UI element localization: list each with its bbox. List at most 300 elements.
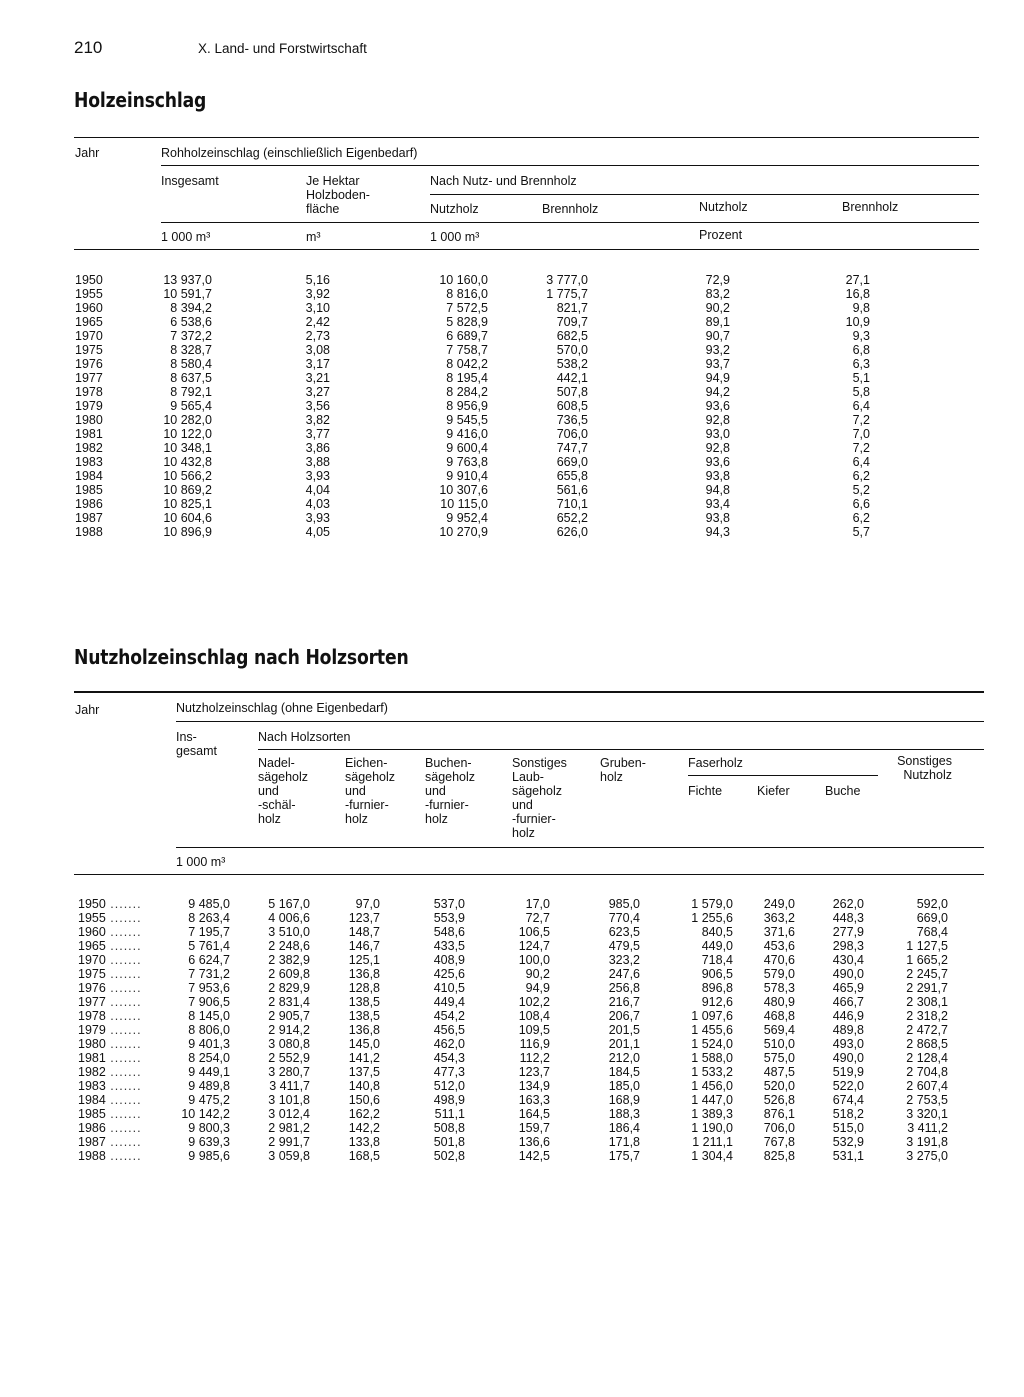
leader-dots: ....... bbox=[105, 1149, 142, 1163]
table1-insgesamt-cell: 10 591,7 bbox=[163, 287, 212, 301]
table2-fichte-cell: 840,5 bbox=[701, 925, 733, 939]
table2-sonstiges-nutz-cell: 669,0 bbox=[916, 911, 948, 925]
table2-header-nach: Nach Holzsorten bbox=[258, 730, 351, 744]
table1-year-cell: 1982 bbox=[75, 441, 103, 455]
table2-sonstiges-laub-cell: 164,5 bbox=[518, 1107, 550, 1121]
table2-kiefer-cell: 468,8 bbox=[763, 1009, 795, 1023]
table1-nutzholz-pct-column bbox=[680, 273, 730, 539]
table1-brennholz-cell: 709,7 bbox=[556, 315, 588, 329]
table1-header-nach: Nach Nutz- und Brennholz bbox=[430, 174, 577, 188]
leader-dots: ....... bbox=[105, 911, 142, 925]
table1-nutzholz-pct-cell: 93,7 bbox=[705, 357, 730, 371]
table2-nadel-cell: 3 411,7 bbox=[269, 1079, 310, 1093]
table2-eichen-cell: 146,7 bbox=[348, 939, 380, 953]
table2-year-cell-text: 1983 bbox=[78, 1079, 106, 1093]
table2-nadel-cell: 4 006,6 bbox=[268, 911, 310, 925]
table1-insgesamt-cell: 8 637,5 bbox=[170, 371, 212, 385]
leader-dots: ....... bbox=[105, 1037, 142, 1051]
table1-nutzholz-pct-cell: 89,1 bbox=[705, 315, 730, 329]
table1-brennholz-pct-cell: 6,4 bbox=[852, 399, 870, 413]
table1-year-cell: 1955 bbox=[75, 287, 103, 301]
leader-dots: ....... bbox=[105, 1023, 142, 1037]
table1-nutzholz-cell: 6 689,7 bbox=[446, 329, 488, 343]
table1-nutzholz-pct-cell: 83,2 bbox=[705, 287, 730, 301]
table1-nutzholz-cell: 10 115,0 bbox=[440, 497, 488, 511]
table2-group-rule bbox=[176, 721, 984, 722]
table1-brennholz-cell: 652,2 bbox=[556, 511, 588, 525]
leader-dots: ....... bbox=[105, 953, 142, 967]
table2-sonstiges-laub-column bbox=[500, 897, 550, 1163]
table2-gruben-cell: 206,7 bbox=[608, 1009, 640, 1023]
table2-header-kiefer: Kiefer bbox=[757, 784, 790, 798]
table2-sonstiges-laub-cell: 142,5 bbox=[518, 1149, 550, 1163]
table1-nutzholz-pct-cell: 93,4 bbox=[705, 497, 730, 511]
table1-brennholz-cell: 655,8 bbox=[556, 469, 588, 483]
table2-insgesamt-cell: 5 761,4 bbox=[188, 939, 230, 953]
table1-year-cell: 1980 bbox=[75, 413, 103, 427]
table1-nutzholz-cell: 9 910,4 bbox=[446, 469, 488, 483]
table2-eichen-cell: 137,5 bbox=[348, 1065, 380, 1079]
table2-nadel-cell: 2 552,9 bbox=[268, 1051, 310, 1065]
table2-buche-cell: 466,7 bbox=[832, 995, 864, 1009]
table1-brennholz-pct-cell: 5,8 bbox=[852, 385, 870, 399]
table2-year-cell-text: 1970 bbox=[78, 953, 106, 967]
table1-nutzholz-cell: 9 763,8 bbox=[446, 455, 488, 469]
table2-kiefer-cell: 569,4 bbox=[763, 1023, 795, 1037]
table2-nadel-cell: 2 914,2 bbox=[268, 1023, 310, 1037]
table2-gruben-cell: 216,7 bbox=[608, 995, 640, 1009]
table2-year-cell bbox=[78, 1037, 173, 1051]
table2-fichte-cell: 912,6 bbox=[701, 995, 733, 1009]
table1-header-brennholz-pct: Brennholz bbox=[842, 200, 899, 214]
leader-dots: ....... bbox=[105, 967, 142, 981]
table2-fichte-cell: 1 304,4 bbox=[691, 1149, 733, 1163]
table2-kiefer-cell: 706,0 bbox=[763, 1121, 795, 1135]
table2-gruben-cell: 168,9 bbox=[608, 1093, 640, 1107]
table2-fichte-cell: 1 524,0 bbox=[691, 1037, 733, 1051]
table2-year-cell-text: 1980 bbox=[78, 1037, 106, 1051]
leader-dots: ....... bbox=[105, 925, 142, 939]
table1-nutzholz-cell: 9 952,4 bbox=[446, 511, 488, 525]
table2-unit: 1 000 m³ bbox=[176, 855, 226, 869]
table1-brennholz-cell: 706,0 bbox=[556, 427, 588, 441]
table2-buche-cell: 515,0 bbox=[832, 1121, 864, 1135]
table2-sonstiges-laub-cell: 124,7 bbox=[518, 939, 550, 953]
table1-je-hektar-cell: 3,82 bbox=[305, 413, 330, 427]
table1-je-hektar-cell: 3,92 bbox=[305, 287, 330, 301]
table1-brennholz-pct-cell: 6,6 bbox=[852, 497, 870, 511]
table1-nutzholz-pct-cell: 93,6 bbox=[705, 455, 730, 469]
table1-nutzholz-cell: 5 828,9 bbox=[446, 315, 488, 329]
table2-sonstiges-nutz-cell: 2 868,5 bbox=[906, 1037, 948, 1051]
table1-nutzholz-pct-cell: 90,7 bbox=[705, 329, 730, 343]
table1-year-cell: 1979 bbox=[75, 399, 103, 413]
table1-brennholz-pct-cell: 27,1 bbox=[845, 273, 870, 287]
table2-year-cell bbox=[78, 953, 173, 967]
table2-year-cell-text: 1965 bbox=[78, 939, 106, 953]
table2-eichen-cell: 136,8 bbox=[348, 1023, 380, 1037]
table2-year-cell bbox=[78, 1009, 173, 1023]
table1-insgesamt-cell: 8 328,7 bbox=[170, 343, 212, 357]
table1-nutzholz-pct-cell: 92,8 bbox=[705, 441, 730, 455]
table2-kiefer-cell: 363,2 bbox=[763, 911, 795, 925]
leader-dots: ....... bbox=[105, 1009, 142, 1023]
table2-year-cell-text: 1987 bbox=[78, 1135, 106, 1149]
table1-nutzholz-cell: 8 816,0 bbox=[446, 287, 488, 301]
table2-gruben-cell: 479,5 bbox=[608, 939, 640, 953]
table2-kiefer-cell: 510,0 bbox=[763, 1037, 795, 1051]
table1-header-nutzholz-pct: Nutzholz bbox=[699, 200, 748, 214]
table2-year-cell bbox=[78, 939, 173, 953]
table1-brennholz-pct-cell: 7,2 bbox=[852, 441, 870, 455]
table1-insgesamt-cell: 13 937,0 bbox=[163, 273, 212, 287]
table2-nadel-cell: 2 981,2 bbox=[268, 1121, 310, 1135]
table2-buchen-cell: 508,8 bbox=[433, 1121, 465, 1135]
table2-gruben-cell: 184,5 bbox=[608, 1065, 640, 1079]
table2-insgesamt-cell: 7 195,7 bbox=[188, 925, 230, 939]
table2-insgesamt-column bbox=[160, 897, 230, 1163]
table1-unit-prozent: Prozent bbox=[699, 228, 743, 242]
table1-nutzholz-pct-cell: 94,9 bbox=[705, 371, 730, 385]
table2-nadel-cell: 3 080,8 bbox=[268, 1037, 310, 1051]
leader-dots: ....... bbox=[105, 939, 142, 953]
table1-year-cell: 1983 bbox=[75, 455, 103, 469]
table2-buchen-cell: 410,5 bbox=[433, 981, 465, 995]
table2-nadel-cell: 2 831,4 bbox=[268, 995, 310, 1009]
table2-buche-cell: 465,9 bbox=[832, 981, 864, 995]
table2-eichen-cell: 133,8 bbox=[348, 1135, 380, 1149]
leader-dots: ....... bbox=[105, 1107, 142, 1121]
table1-nutzholz-pct-cell: 93,2 bbox=[705, 343, 730, 357]
table2-sonstiges-nutz-cell: 2 308,1 bbox=[906, 995, 948, 1009]
table2-kiefer-cell: 575,0 bbox=[763, 1051, 795, 1065]
table2-eichen-cell: 125,1 bbox=[348, 953, 380, 967]
table2-year-cell-text: 1960 bbox=[78, 925, 106, 939]
running-head: X. Land- und Forstwirtschaft bbox=[198, 41, 367, 56]
table1-je-hektar-cell: 5,16 bbox=[305, 273, 330, 287]
table2-year-cell bbox=[78, 1093, 173, 1107]
table2-sonstiges-laub-cell: 106,5 bbox=[518, 925, 550, 939]
table2-header-jahr: Jahr bbox=[75, 703, 100, 717]
table1-year-cell: 1985 bbox=[75, 483, 103, 497]
table2-insgesamt-cell: 9 449,1 bbox=[188, 1065, 230, 1079]
table2-title: Nutzholzeinschlag nach Holzsorten bbox=[74, 645, 409, 669]
table2-kiefer-cell: 371,6 bbox=[763, 925, 795, 939]
table2-header-gruben: Gruben- holz bbox=[600, 756, 646, 784]
table1-insgesamt-cell: 10 432,8 bbox=[163, 455, 212, 469]
table2-buchen-cell: 511,1 bbox=[434, 1107, 465, 1121]
table1-brennholz-cell: 561,6 bbox=[556, 483, 588, 497]
table2-eichen-cell: 168,5 bbox=[348, 1149, 380, 1163]
table1-brennholz-pct-cell: 6,3 bbox=[852, 357, 870, 371]
table2-gruben-cell: 185,0 bbox=[608, 1079, 640, 1093]
table2-buchen-cell: 449,4 bbox=[433, 995, 465, 1009]
table1-insgesamt-cell: 10 825,1 bbox=[163, 497, 212, 511]
table2-buche-cell: 490,0 bbox=[832, 1051, 864, 1065]
leader-dots: ....... bbox=[105, 1051, 142, 1065]
table2-eichen-cell: 141,2 bbox=[348, 1051, 380, 1065]
table2-nach-rule bbox=[258, 749, 984, 750]
table1-nutzholz-cell: 8 195,4 bbox=[446, 371, 488, 385]
table1-nutzholz-cell: 7 572,5 bbox=[446, 301, 488, 315]
table2-nadel-cell: 2 991,7 bbox=[268, 1135, 310, 1149]
table1-nutzholz-pct-cell: 90,2 bbox=[705, 301, 730, 315]
table1-title: Holzeinschlag bbox=[74, 88, 207, 112]
table2-buche-cell: 519,9 bbox=[832, 1065, 864, 1079]
table2-year-cell-text: 1985 bbox=[78, 1107, 106, 1121]
table2-kiefer-cell: 767,8 bbox=[763, 1135, 795, 1149]
table2-eichen-cell: 138,5 bbox=[348, 995, 380, 1009]
table2-sonstiges-nutz-cell: 592,0 bbox=[916, 897, 948, 911]
table2-buche-column bbox=[812, 897, 864, 1163]
table1-year-cell: 1950 bbox=[75, 273, 103, 287]
table2-year-cell-text: 1976 bbox=[78, 981, 106, 995]
table1-header-jahr: Jahr bbox=[75, 146, 100, 160]
table1-year-cell: 1960 bbox=[75, 301, 103, 315]
table2-sonstiges-nutz-cell: 2 128,4 bbox=[906, 1051, 948, 1065]
table2-sonstiges-nutz-cell: 768,4 bbox=[916, 925, 948, 939]
table2-buchen-cell: 502,8 bbox=[433, 1149, 465, 1163]
table1-je-hektar-cell: 4,05 bbox=[305, 525, 330, 539]
table1-nutzholz-cell: 8 956,9 bbox=[446, 399, 488, 413]
table2-sonstiges-nutz-cell: 2 607,4 bbox=[906, 1079, 948, 1093]
table2-buchen-cell: 553,9 bbox=[433, 911, 465, 925]
table2-buche-cell: 448,3 bbox=[832, 911, 864, 925]
table1-nutzholz-cell: 10 160,0 bbox=[439, 273, 488, 287]
table2-insgesamt-cell: 6 624,7 bbox=[188, 953, 230, 967]
table2-fichte-cell: 1 389,3 bbox=[691, 1107, 733, 1121]
table1-insgesamt-cell: 10 122,0 bbox=[163, 427, 212, 441]
table2-year-cell-text: 1977 bbox=[78, 995, 106, 1009]
table2-buchen-cell: 408,9 bbox=[433, 953, 465, 967]
table2-year-cell bbox=[78, 1149, 173, 1163]
table1-nutzholz-pct-cell: 93,0 bbox=[705, 427, 730, 441]
table2-buche-cell: 674,4 bbox=[832, 1093, 864, 1107]
table1-nutzholz-pct-cell: 93,6 bbox=[705, 399, 730, 413]
table2-year-cell-text: 1984 bbox=[78, 1093, 106, 1107]
table1-brennholz-pct-cell: 9,3 bbox=[852, 329, 870, 343]
table2-fichte-cell: 1 190,0 bbox=[691, 1121, 733, 1135]
table2-faserholz-rule bbox=[688, 775, 878, 776]
table2-insgesamt-cell: 9 475,2 bbox=[188, 1093, 230, 1107]
table2-year-cell-text: 1982 bbox=[78, 1065, 106, 1079]
table2-sonstiges-laub-cell: 112,2 bbox=[519, 1051, 550, 1065]
table2-kiefer-cell: 526,8 bbox=[763, 1093, 795, 1107]
table1-brennholz-cell: 669,0 bbox=[556, 455, 588, 469]
table2-year-cell-text: 1986 bbox=[78, 1121, 106, 1135]
table1-nutzholz-cell: 9 416,0 bbox=[446, 427, 488, 441]
table1-je-hektar-cell: 3,56 bbox=[305, 399, 330, 413]
table1-top-rule bbox=[74, 137, 979, 138]
table2-header-insgesamt: Ins- gesamt bbox=[176, 730, 217, 758]
table1-unit-je-hektar: m³ bbox=[306, 230, 321, 244]
table2-sonstiges-laub-cell: 159,7 bbox=[518, 1121, 550, 1135]
table1-nutzholz-cell: 9 545,5 bbox=[446, 413, 488, 427]
table1-nutzholz-pct-cell: 94,3 bbox=[705, 525, 730, 539]
table2-header-fichte: Fichte bbox=[688, 784, 723, 798]
table2-sonstiges-laub-cell: 100,0 bbox=[518, 953, 550, 967]
table2-sonstiges-laub-cell: 17,0 bbox=[525, 897, 550, 911]
table2-sonstiges-laub-cell: 109,5 bbox=[518, 1023, 550, 1037]
table1-unit-rule-top bbox=[161, 222, 979, 223]
table2-buchen-cell: 537,0 bbox=[433, 897, 465, 911]
table2-fichte-cell: 896,8 bbox=[701, 981, 733, 995]
table2-year-cell-text: 1978 bbox=[78, 1009, 106, 1023]
table1-year-column bbox=[75, 273, 120, 539]
table1-brennholz-pct-cell: 7,0 bbox=[852, 427, 870, 441]
table2-kiefer-cell: 480,9 bbox=[763, 995, 795, 1009]
table2-fichte-cell: 1 255,6 bbox=[691, 911, 733, 925]
table1-nutzholz-pct-cell: 93,8 bbox=[705, 469, 730, 483]
table2-buche-cell: 277,9 bbox=[832, 925, 864, 939]
table1-je-hektar-cell: 4,03 bbox=[305, 497, 330, 511]
table2-sonstiges-laub-cell: 90,2 bbox=[525, 967, 550, 981]
table1-brennholz-cell: 747,7 bbox=[556, 441, 588, 455]
table1-brennholz-cell: 821,7 bbox=[556, 301, 588, 315]
table2-kiefer-cell: 876,1 bbox=[763, 1107, 795, 1121]
table2-year-cell-text: 1979 bbox=[78, 1023, 106, 1037]
table2-fichte-cell: 906,5 bbox=[701, 967, 733, 981]
table1-nutzholz-cell: 10 270,9 bbox=[439, 525, 488, 539]
table2-eichen-cell: 123,7 bbox=[348, 911, 380, 925]
table1-je-hektar-cell: 2,42 bbox=[305, 315, 330, 329]
table1-insgesamt-cell: 8 394,2 bbox=[170, 301, 212, 315]
table2-fichte-cell: 718,4 bbox=[701, 953, 733, 967]
table2-buche-cell: 262,0 bbox=[832, 897, 864, 911]
table1-nutzholz-pct-cell: 92,8 bbox=[705, 413, 730, 427]
page-number: 210 bbox=[74, 38, 103, 57]
table2-buchen-cell: 454,2 bbox=[433, 1009, 465, 1023]
table1-unit-nach: 1 000 m³ bbox=[430, 230, 480, 244]
table1-insgesamt-cell: 10 604,6 bbox=[163, 511, 212, 525]
table1-insgesamt-cell: 7 372,2 bbox=[170, 329, 212, 343]
table2-fichte-cell: 1 588,0 bbox=[691, 1051, 733, 1065]
table2-buchen-cell: 512,0 bbox=[433, 1079, 465, 1093]
table2-header-buche: Buche bbox=[825, 784, 861, 798]
table1-header-insgesamt: Insgesamt bbox=[161, 174, 219, 188]
table2-buchen-column bbox=[415, 897, 465, 1163]
table2-sonstiges-nutz-cell: 2 704,8 bbox=[906, 1065, 948, 1079]
table1-nutzholz-pct-cell: 93,8 bbox=[705, 511, 730, 525]
table2-sonstiges-laub-cell: 108,4 bbox=[518, 1009, 550, 1023]
table2-buche-cell: 532,9 bbox=[832, 1135, 864, 1149]
table2-nadel-cell: 2 829,9 bbox=[268, 981, 310, 995]
leader-dots: ....... bbox=[105, 1093, 142, 1107]
table2-gruben-cell: 623,5 bbox=[608, 925, 640, 939]
table1-je-hektar-cell: 3,93 bbox=[305, 469, 330, 483]
table2-buchen-cell: 477,3 bbox=[433, 1065, 465, 1079]
table2-top-rule bbox=[74, 691, 984, 693]
table2-sonstiges-nutz-cell: 2 291,7 bbox=[906, 981, 948, 995]
table2-nadel-cell: 2 609,8 bbox=[268, 967, 310, 981]
table1-nutzholz-pct-cell: 94,8 bbox=[705, 483, 730, 497]
table1-brennholz-pct-cell: 5,7 bbox=[852, 525, 870, 539]
table1-brennholz-cell: 570,0 bbox=[556, 343, 588, 357]
table1-brennholz-cell: 710,1 bbox=[556, 497, 588, 511]
table2-header-sonstiges-laub: Sonstiges Laub- sägeholz und -furnier- holz bbox=[512, 756, 567, 840]
table2-fichte-cell: 1 455,6 bbox=[691, 1023, 733, 1037]
table2-insgesamt-cell: 9 800,3 bbox=[188, 1121, 230, 1135]
table1-header-group: Rohholzeinschlag (einschließlich Eigenbedarf) bbox=[161, 146, 418, 160]
table1-header-brennholz: Brennholz bbox=[542, 202, 599, 216]
table1-brennholz-cell: 507,8 bbox=[556, 385, 588, 399]
table2-nadel-cell: 3 101,8 bbox=[268, 1093, 310, 1107]
table1-insgesamt-cell: 8 580,4 bbox=[170, 357, 212, 371]
table2-year-cell bbox=[78, 967, 173, 981]
table2-sonstiges-nutz-cell: 1 665,2 bbox=[906, 953, 948, 967]
table2-kiefer-cell: 579,0 bbox=[763, 967, 795, 981]
table2-buchen-cell: 498,9 bbox=[433, 1093, 465, 1107]
table2-insgesamt-cell: 8 263,4 bbox=[188, 911, 230, 925]
table1-insgesamt-cell: 6 538,6 bbox=[170, 315, 212, 329]
table2-sonstiges-nutz-cell: 3 191,8 bbox=[906, 1135, 948, 1149]
table2-kiefer-cell: 825,8 bbox=[763, 1149, 795, 1163]
table2-sonstiges-nutz-cell: 2 472,7 bbox=[906, 1023, 948, 1037]
table1-je-hektar-cell: 3,88 bbox=[305, 455, 330, 469]
table2-kiefer-cell: 470,6 bbox=[763, 953, 795, 967]
leader-dots: ....... bbox=[105, 1121, 142, 1135]
table1-header-nutzholz: Nutzholz bbox=[430, 202, 479, 216]
table2-eichen-cell: 148,7 bbox=[348, 925, 380, 939]
table1-year-cell: 1986 bbox=[75, 497, 103, 511]
table1-year-cell: 1988 bbox=[75, 525, 103, 539]
table2-year-cell bbox=[78, 1051, 173, 1065]
table2-year-cell bbox=[78, 1079, 173, 1093]
table2-fichte-cell: 1 533,2 bbox=[691, 1065, 733, 1079]
table1-nutzholz-pct-cell: 72,9 bbox=[705, 273, 730, 287]
table2-gruben-cell: 175,7 bbox=[608, 1149, 640, 1163]
table1-group-rule bbox=[161, 165, 979, 166]
leader-dots: ....... bbox=[105, 897, 142, 911]
table2-sonstiges-laub-cell: 134,9 bbox=[518, 1079, 550, 1093]
table2-header-group: Nutzholzeinschlag (ohne Eigenbedarf) bbox=[176, 701, 388, 715]
table1-year-cell: 1965 bbox=[75, 315, 103, 329]
table2-sonstiges-laub-cell: 72,7 bbox=[525, 911, 550, 925]
table2-nadel-cell: 3 510,0 bbox=[268, 925, 310, 939]
table2-eichen-cell: 145,0 bbox=[348, 1037, 380, 1051]
table2-year-cell bbox=[78, 1135, 173, 1149]
table1-je-hektar-cell: 3,93 bbox=[305, 511, 330, 525]
table1-year-cell: 1977 bbox=[75, 371, 103, 385]
table2-header-sonstiges-nutz: Sonstiges Nutzholz bbox=[897, 754, 952, 782]
table2-insgesamt-cell: 9 985,6 bbox=[188, 1149, 230, 1163]
table2-kiefer-cell: 520,0 bbox=[763, 1079, 795, 1093]
table1-brennholz-pct-cell: 16,8 bbox=[845, 287, 870, 301]
leader-dots: ....... bbox=[105, 1135, 142, 1149]
table2-insgesamt-cell: 7 953,6 bbox=[188, 981, 230, 995]
table2-gruben-cell: 201,1 bbox=[608, 1037, 640, 1051]
table2-fichte-cell: 1 456,0 bbox=[691, 1079, 733, 1093]
table2-kiefer-column bbox=[745, 897, 795, 1163]
table2-gruben-cell: 323,2 bbox=[608, 953, 640, 967]
table2-sonstiges-nutz-cell: 2 753,5 bbox=[906, 1093, 948, 1107]
table1-je-hektar-cell: 3,27 bbox=[305, 385, 330, 399]
table1-je-hektar-cell: 3,86 bbox=[305, 441, 330, 455]
table2-header-faserholz: Faserholz bbox=[688, 756, 743, 770]
table1-brennholz-cell: 626,0 bbox=[556, 525, 588, 539]
table2-fichte-cell: 1 097,6 bbox=[691, 1009, 733, 1023]
table2-buchen-cell: 456,5 bbox=[433, 1023, 465, 1037]
table2-buche-cell: 430,4 bbox=[832, 953, 864, 967]
table2-sonstiges-nutz-cell: 2 318,2 bbox=[906, 1009, 948, 1023]
table1-insgesamt-cell: 10 282,0 bbox=[163, 413, 212, 427]
table2-buchen-cell: 548,6 bbox=[433, 925, 465, 939]
table1-je-hektar-cell: 3,17 bbox=[305, 357, 330, 371]
table1-je-hektar-cell: 3,21 bbox=[305, 371, 330, 385]
table1-insgesamt-cell: 10 348,1 bbox=[163, 441, 212, 455]
table2-eichen-cell: 140,8 bbox=[348, 1079, 380, 1093]
table2-nadel-cell: 2 905,7 bbox=[268, 1009, 310, 1023]
